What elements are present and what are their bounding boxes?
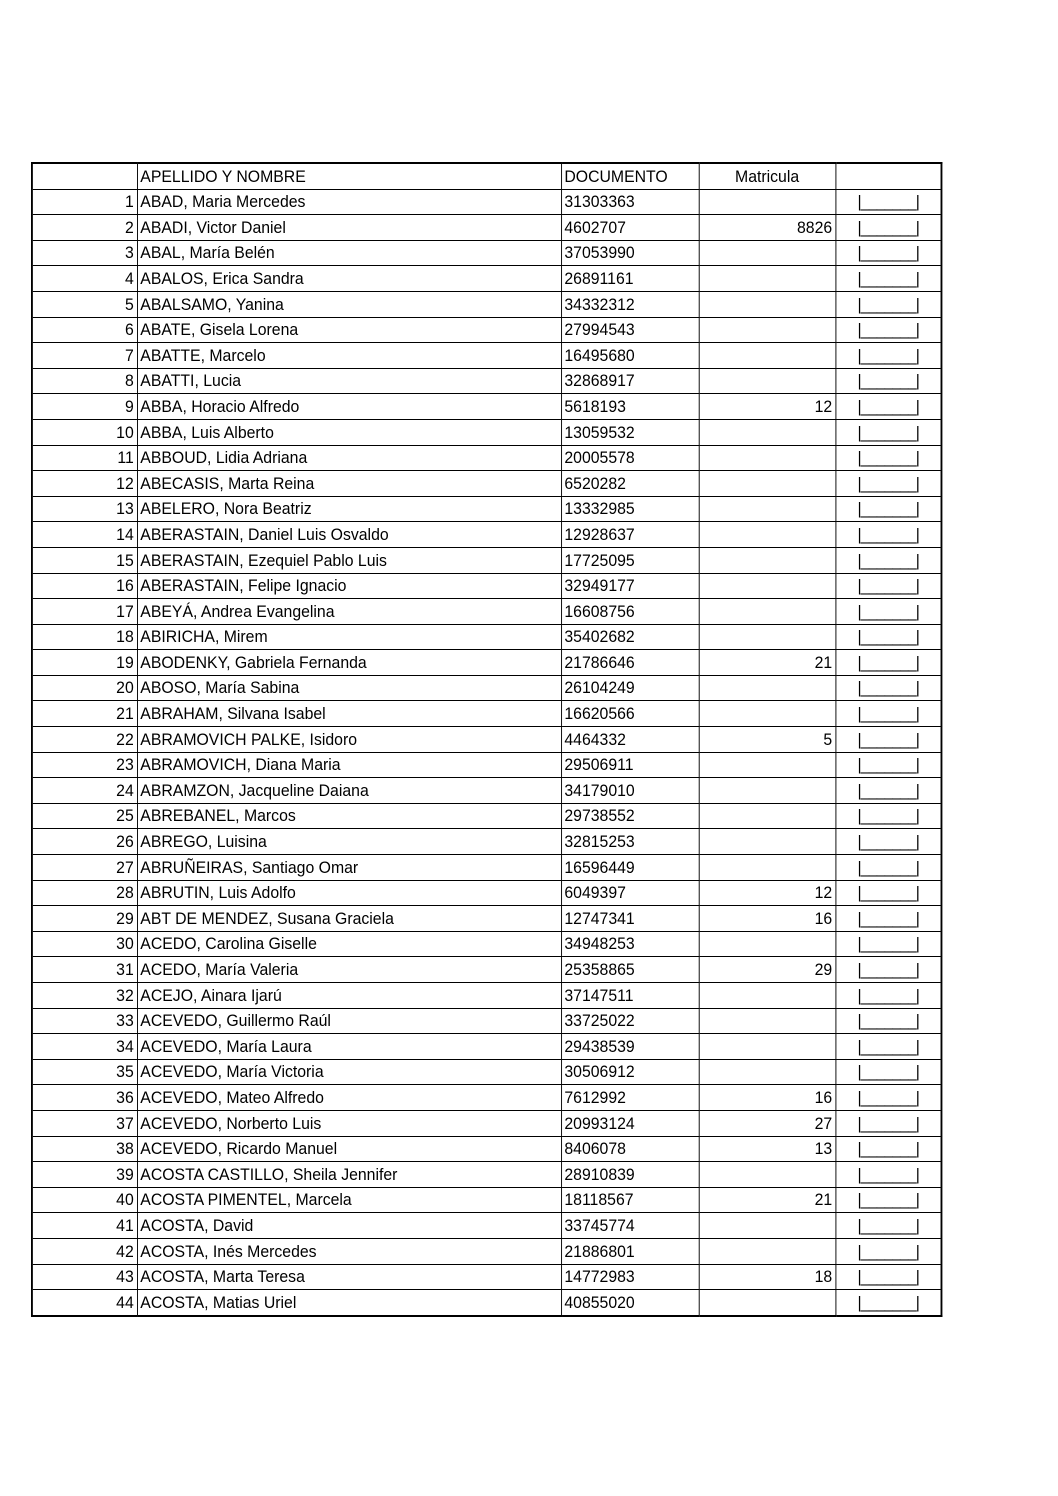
table-row xyxy=(32,599,942,625)
row-name: ABATTI, Lucia xyxy=(137,368,561,394)
table-row xyxy=(32,1290,942,1316)
row-signature-blank: |_______| xyxy=(835,1085,941,1111)
row-signature-blank: |_______| xyxy=(835,778,941,804)
row-signature-blank: |_______| xyxy=(835,368,941,394)
row-name: ABBA, Horacio Alfredo xyxy=(137,394,561,420)
row-number: 34 xyxy=(32,1034,137,1060)
row-signature-blank: |_______| xyxy=(835,624,941,650)
row-name: ABALOS, Erica Sandra xyxy=(137,266,561,292)
row-signature-blank: |_______| xyxy=(835,803,941,829)
row-name: ACEJO, Ainara Ijarú xyxy=(137,983,561,1009)
row-signature-blank: |_______| xyxy=(835,1059,941,1085)
table-row xyxy=(32,931,942,957)
row-document: 29438539 xyxy=(561,1034,699,1060)
row-document: 13332985 xyxy=(561,496,699,522)
row-document: 33725022 xyxy=(561,1008,699,1034)
row-signature-blank: |_______| xyxy=(835,855,941,881)
row-matricula: 29 xyxy=(699,957,836,983)
row-name: ABATTE, Marcelo xyxy=(137,343,561,369)
row-signature-blank: |_______| xyxy=(835,931,941,957)
row-signature-blank: |_______| xyxy=(835,471,941,497)
row-matricula xyxy=(699,547,836,573)
row-signature-blank: |_______| xyxy=(835,675,941,701)
row-matricula xyxy=(699,599,836,625)
row-number: 3 xyxy=(32,240,137,266)
row-document: 20993124 xyxy=(561,1110,699,1136)
row-document: 8406078 xyxy=(561,1136,699,1162)
row-name: ACEVEDO, Ricardo Manuel xyxy=(137,1136,561,1162)
row-matricula xyxy=(699,855,836,881)
row-name: ACEVEDO, Norberto Luis xyxy=(137,1110,561,1136)
row-document: 37147511 xyxy=(561,983,699,1009)
row-signature-blank: |_______| xyxy=(835,522,941,548)
table-row xyxy=(32,1136,942,1162)
row-document: 29738552 xyxy=(561,803,699,829)
row-signature-blank: |_______| xyxy=(835,1136,941,1162)
row-name: ACOSTA, Inés Mercedes xyxy=(137,1238,561,1264)
row-signature-blank: |_______| xyxy=(835,957,941,983)
table-row xyxy=(32,291,942,317)
row-signature-blank: |_______| xyxy=(835,1110,941,1136)
row-name: ACOSTA CASTILLO, Sheila Jennifer xyxy=(137,1162,561,1188)
row-number: 36 xyxy=(32,1085,137,1111)
row-signature-blank: |_______| xyxy=(835,1008,941,1034)
row-matricula xyxy=(699,368,836,394)
row-signature-blank: |_______| xyxy=(835,343,941,369)
row-document: 17725095 xyxy=(561,547,699,573)
table-row xyxy=(32,1264,942,1290)
row-number: 13 xyxy=(32,496,137,522)
row-name: ACEDO, María Valeria xyxy=(137,957,561,983)
table-row xyxy=(32,778,942,804)
row-name: ABAL, María Belén xyxy=(137,240,561,266)
row-signature-blank: |_______| xyxy=(835,599,941,625)
row-matricula: 27 xyxy=(699,1110,836,1136)
row-number: 41 xyxy=(32,1213,137,1239)
row-name: ABAD, Maria Mercedes xyxy=(137,189,561,215)
row-name: ABRAMOVICH, Diana Maria xyxy=(137,752,561,778)
row-document: 7612992 xyxy=(561,1085,699,1111)
table-row xyxy=(32,983,942,1009)
header-number xyxy=(32,163,137,189)
row-number: 20 xyxy=(32,675,137,701)
row-number: 18 xyxy=(32,624,137,650)
row-number: 15 xyxy=(32,547,137,573)
row-matricula xyxy=(699,266,836,292)
row-name: ABELERO, Nora Beatriz xyxy=(137,496,561,522)
row-name: ABEYÁ, Andrea Evangelina xyxy=(137,599,561,625)
row-name: ABRAMOVICH PALKE, Isidoro xyxy=(137,727,561,753)
header-matricula: Matricula xyxy=(699,163,836,189)
row-matricula xyxy=(699,1034,836,1060)
row-name: ACOSTA, Marta Teresa xyxy=(137,1264,561,1290)
row-matricula xyxy=(699,291,836,317)
row-matricula xyxy=(699,1008,836,1034)
table-row xyxy=(32,1213,942,1239)
row-document: 18118567 xyxy=(561,1187,699,1213)
row-matricula xyxy=(699,803,836,829)
row-signature-blank: |_______| xyxy=(835,496,941,522)
row-number: 2 xyxy=(32,215,137,241)
row-matricula: 21 xyxy=(699,1187,836,1213)
header-signature xyxy=(835,163,941,189)
row-document: 31303363 xyxy=(561,189,699,215)
row-name: ACEDO, Carolina Giselle xyxy=(137,931,561,957)
row-signature-blank: |_______| xyxy=(835,547,941,573)
row-name: ABALSAMO, Yanina xyxy=(137,291,561,317)
row-number: 22 xyxy=(32,727,137,753)
row-signature-blank: |_______| xyxy=(835,727,941,753)
header-name: APELLIDO Y NOMBRE xyxy=(137,163,561,189)
row-name: ABBA, Luis Alberto xyxy=(137,419,561,445)
row-document: 32868917 xyxy=(561,368,699,394)
row-matricula: 12 xyxy=(699,394,836,420)
row-matricula: 18 xyxy=(699,1264,836,1290)
row-number: 33 xyxy=(32,1008,137,1034)
table-row xyxy=(32,624,942,650)
table-row xyxy=(32,240,942,266)
header-row xyxy=(32,163,942,189)
row-matricula xyxy=(699,983,836,1009)
table-row xyxy=(32,1059,942,1085)
row-document: 34332312 xyxy=(561,291,699,317)
row-number: 37 xyxy=(32,1110,137,1136)
row-signature-blank: |_______| xyxy=(835,266,941,292)
row-number: 12 xyxy=(32,471,137,497)
row-document: 28910839 xyxy=(561,1162,699,1188)
row-signature-blank: |_______| xyxy=(835,394,941,420)
row-document: 34948253 xyxy=(561,931,699,957)
row-signature-blank: |_______| xyxy=(835,573,941,599)
row-document: 33745774 xyxy=(561,1213,699,1239)
table-row xyxy=(32,1034,942,1060)
table-row xyxy=(32,1085,942,1111)
row-signature-blank: |_______| xyxy=(835,317,941,343)
row-document: 6049397 xyxy=(561,880,699,906)
row-document: 5618193 xyxy=(561,394,699,420)
row-number: 35 xyxy=(32,1059,137,1085)
row-document: 16495680 xyxy=(561,343,699,369)
row-signature-blank: |_______| xyxy=(835,983,941,1009)
row-name: ACEVEDO, Mateo Alfredo xyxy=(137,1085,561,1111)
row-number: 30 xyxy=(32,931,137,957)
row-matricula xyxy=(699,778,836,804)
row-document: 21786646 xyxy=(561,650,699,676)
row-matricula xyxy=(699,573,836,599)
row-name: ABADI, Victor Daniel xyxy=(137,215,561,241)
row-matricula xyxy=(699,931,836,957)
row-number: 7 xyxy=(32,343,137,369)
row-document: 26104249 xyxy=(561,675,699,701)
row-number: 26 xyxy=(32,829,137,855)
row-document: 6520282 xyxy=(561,471,699,497)
row-document: 29506911 xyxy=(561,752,699,778)
table-row xyxy=(32,957,942,983)
row-matricula xyxy=(699,701,836,727)
row-name: ABRAMZON, Jacqueline Daiana xyxy=(137,778,561,804)
table-row xyxy=(32,522,942,548)
table-row xyxy=(32,1110,942,1136)
row-document: 12747341 xyxy=(561,906,699,932)
row-name: ABRUTIN, Luis Adolfo xyxy=(137,880,561,906)
row-name: ACOSTA, David xyxy=(137,1213,561,1239)
row-document: 40855020 xyxy=(561,1290,699,1316)
table-row xyxy=(32,701,942,727)
row-name: ABIRICHA, Mirem xyxy=(137,624,561,650)
table-row xyxy=(32,266,942,292)
table-row xyxy=(32,880,942,906)
table-row xyxy=(32,1238,942,1264)
row-signature-blank: |_______| xyxy=(835,291,941,317)
row-name: ABBOUD, Lidia Adriana xyxy=(137,445,561,471)
row-matricula xyxy=(699,675,836,701)
row-signature-blank: |_______| xyxy=(835,829,941,855)
table-row xyxy=(32,547,942,573)
row-matricula xyxy=(699,189,836,215)
table-row xyxy=(32,496,942,522)
row-matricula: 21 xyxy=(699,650,836,676)
row-document: 12928637 xyxy=(561,522,699,548)
row-matricula xyxy=(699,752,836,778)
row-number: 21 xyxy=(32,701,137,727)
row-signature-blank: |_______| xyxy=(835,1187,941,1213)
row-number: 11 xyxy=(32,445,137,471)
row-number: 19 xyxy=(32,650,137,676)
row-number: 29 xyxy=(32,906,137,932)
row-name: ABOSO, María Sabina xyxy=(137,675,561,701)
row-document: 27994543 xyxy=(561,317,699,343)
table-row xyxy=(32,215,942,241)
table-row xyxy=(32,906,942,932)
row-matricula xyxy=(699,1059,836,1085)
row-matricula xyxy=(699,445,836,471)
row-signature-blank: |_______| xyxy=(835,650,941,676)
row-matricula: 13 xyxy=(699,1136,836,1162)
row-signature-blank: |_______| xyxy=(835,880,941,906)
row-number: 38 xyxy=(32,1136,137,1162)
row-document: 16620566 xyxy=(561,701,699,727)
row-number: 44 xyxy=(32,1290,137,1316)
row-matricula xyxy=(699,317,836,343)
row-name: ABERASTAIN, Daniel Luis Osvaldo xyxy=(137,522,561,548)
row-name: ABERASTAIN, Felipe Ignacio xyxy=(137,573,561,599)
row-signature-blank: |_______| xyxy=(835,445,941,471)
table-row xyxy=(32,1187,942,1213)
row-name: ACOSTA PIMENTEL, Marcela xyxy=(137,1187,561,1213)
row-document: 14772983 xyxy=(561,1264,699,1290)
row-name: ABATE, Gisela Lorena xyxy=(137,317,561,343)
table-row xyxy=(32,343,942,369)
row-name: ACEVEDO, María Laura xyxy=(137,1034,561,1060)
row-signature-blank: |_______| xyxy=(835,215,941,241)
header-document: DOCUMENTO xyxy=(561,163,699,189)
row-signature-blank: |_______| xyxy=(835,1034,941,1060)
row-number: 10 xyxy=(32,419,137,445)
table-row xyxy=(32,368,942,394)
row-number: 31 xyxy=(32,957,137,983)
table-row xyxy=(32,445,942,471)
table-row xyxy=(32,1162,942,1188)
row-signature-blank: |_______| xyxy=(835,752,941,778)
row-number: 8 xyxy=(32,368,137,394)
table-row xyxy=(32,675,942,701)
row-signature-blank: |_______| xyxy=(835,906,941,932)
row-number: 14 xyxy=(32,522,137,548)
row-number: 16 xyxy=(32,573,137,599)
table-row xyxy=(32,855,942,881)
row-matricula: 16 xyxy=(699,906,836,932)
table-row xyxy=(32,829,942,855)
table-row xyxy=(32,727,942,753)
row-matricula xyxy=(699,522,836,548)
row-name: ABRUÑEIRAS, Santiago Omar xyxy=(137,855,561,881)
row-name: ACEVEDO, Guillermo Raúl xyxy=(137,1008,561,1034)
row-number: 32 xyxy=(32,983,137,1009)
row-number: 28 xyxy=(32,880,137,906)
row-number: 1 xyxy=(32,189,137,215)
row-document: 35402682 xyxy=(561,624,699,650)
table-row xyxy=(32,1008,942,1034)
row-matricula xyxy=(699,1290,836,1316)
row-name: ABODENKY, Gabriela Fernanda xyxy=(137,650,561,676)
row-matricula: 8826 xyxy=(699,215,836,241)
row-number: 24 xyxy=(32,778,137,804)
row-document: 34179010 xyxy=(561,778,699,804)
row-matricula: 16 xyxy=(699,1085,836,1111)
row-number: 27 xyxy=(32,855,137,881)
row-number: 40 xyxy=(32,1187,137,1213)
row-matricula xyxy=(699,1238,836,1264)
row-document: 25358865 xyxy=(561,957,699,983)
row-matricula xyxy=(699,1213,836,1239)
row-matricula xyxy=(699,1162,836,1188)
row-signature-blank: |_______| xyxy=(835,701,941,727)
registry-table xyxy=(31,162,942,1317)
row-name: ACOSTA, Matias Uriel xyxy=(137,1290,561,1316)
table-row xyxy=(32,317,942,343)
row-signature-blank: |_______| xyxy=(835,1238,941,1264)
row-matricula xyxy=(699,471,836,497)
row-matricula xyxy=(699,496,836,522)
row-signature-blank: |_______| xyxy=(835,1162,941,1188)
table-row xyxy=(32,803,942,829)
row-matricula xyxy=(699,829,836,855)
row-number: 43 xyxy=(32,1264,137,1290)
row-number: 4 xyxy=(32,266,137,292)
row-signature-blank: |_______| xyxy=(835,1264,941,1290)
row-number: 17 xyxy=(32,599,137,625)
row-document: 32949177 xyxy=(561,573,699,599)
row-document: 4602707 xyxy=(561,215,699,241)
row-number: 6 xyxy=(32,317,137,343)
row-matricula xyxy=(699,343,836,369)
row-name: ABREGO, Luisina xyxy=(137,829,561,855)
row-matricula xyxy=(699,240,836,266)
row-matricula xyxy=(699,624,836,650)
row-number: 39 xyxy=(32,1162,137,1188)
row-number: 23 xyxy=(32,752,137,778)
row-signature-blank: |_______| xyxy=(835,1213,941,1239)
row-name: ACEVEDO, María Victoria xyxy=(137,1059,561,1085)
table-row xyxy=(32,189,942,215)
row-document: 16596449 xyxy=(561,855,699,881)
row-document: 4464332 xyxy=(561,727,699,753)
table-row xyxy=(32,394,942,420)
row-matricula: 5 xyxy=(699,727,836,753)
row-document: 21886801 xyxy=(561,1238,699,1264)
table-row xyxy=(32,650,942,676)
row-name: ABRAHAM, Silvana Isabel xyxy=(137,701,561,727)
row-signature-blank: |_______| xyxy=(835,1290,941,1316)
row-matricula: 12 xyxy=(699,880,836,906)
table-row xyxy=(32,471,942,497)
row-number: 5 xyxy=(32,291,137,317)
row-document: 32815253 xyxy=(561,829,699,855)
row-name: ABREBANEL, Marcos xyxy=(137,803,561,829)
row-signature-blank: |_______| xyxy=(835,240,941,266)
row-number: 42 xyxy=(32,1238,137,1264)
row-document: 16608756 xyxy=(561,599,699,625)
row-document: 13059532 xyxy=(561,419,699,445)
row-document: 37053990 xyxy=(561,240,699,266)
registry-table-body xyxy=(32,163,942,1316)
row-signature-blank: |_______| xyxy=(835,419,941,445)
table-row xyxy=(32,419,942,445)
row-number: 9 xyxy=(32,394,137,420)
table-row xyxy=(32,573,942,599)
row-signature-blank: |_______| xyxy=(835,189,941,215)
row-name: ABECASIS, Marta Reina xyxy=(137,471,561,497)
row-number: 25 xyxy=(32,803,137,829)
row-document: 20005578 xyxy=(561,445,699,471)
row-document: 30506912 xyxy=(561,1059,699,1085)
row-name: ABT DE MENDEZ, Susana Graciela xyxy=(137,906,561,932)
row-matricula xyxy=(699,419,836,445)
row-document: 26891161 xyxy=(561,266,699,292)
row-name: ABERASTAIN, Ezequiel Pablo Luis xyxy=(137,547,561,573)
table-row xyxy=(32,752,942,778)
